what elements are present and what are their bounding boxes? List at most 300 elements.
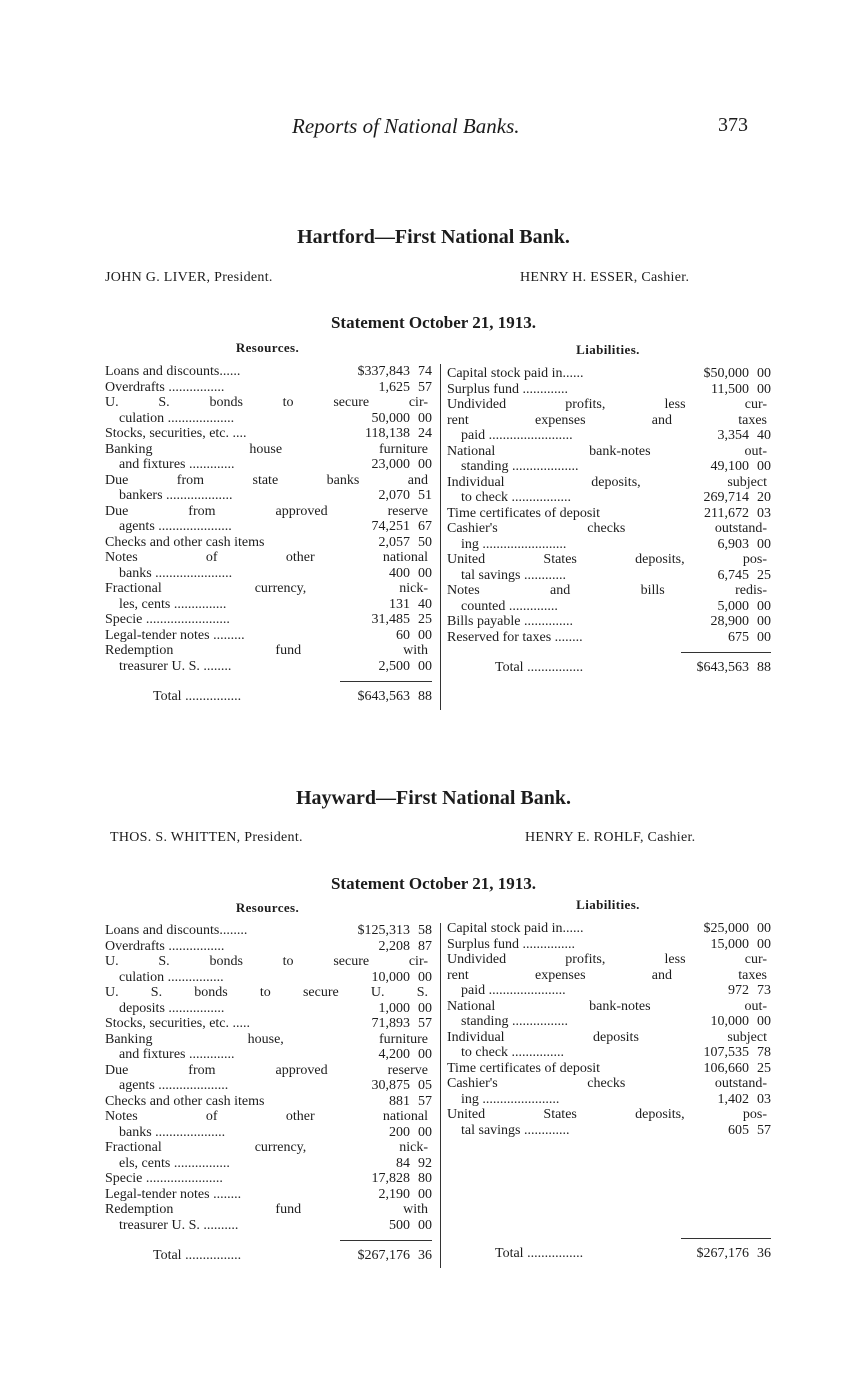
line-item-row <box>105 970 432 986</box>
amount <box>683 630 771 646</box>
line-item-row <box>447 506 771 522</box>
line-item-row <box>105 1202 432 1218</box>
line-item-label: Banking house, furniture <box>105 1031 428 1047</box>
amount-cents: 00 <box>418 565 432 581</box>
resources-heading: Resources. <box>235 900 300 915</box>
total-label: Total ................ <box>495 1246 584 1261</box>
line-item <box>105 1032 432 1063</box>
amount <box>683 599 771 615</box>
line-item <box>447 366 771 382</box>
line-item-row <box>105 566 432 582</box>
line-item-row <box>447 952 771 968</box>
line-item-label: Stocks, securities, etc. ..... <box>105 1016 251 1031</box>
amount-dollars: 3,354 <box>717 428 749 443</box>
amount-cents: 00 <box>418 410 432 426</box>
amount-cents: 05 <box>418 1078 432 1093</box>
line-item-row <box>105 1171 432 1187</box>
line-item-label: Undivided profits, less cur- <box>447 397 767 412</box>
line-item-row <box>105 364 432 380</box>
amount-cents: 58 <box>418 923 432 938</box>
amount-cents: 24 <box>418 426 432 441</box>
amount <box>683 428 771 444</box>
line-item <box>105 985 432 1016</box>
line-item-label: Bills payable .............. <box>447 614 573 629</box>
amount <box>342 566 432 582</box>
line-item <box>447 521 771 552</box>
line-item-row <box>447 382 771 398</box>
amount-dollars: $267,176 <box>357 1248 410 1263</box>
amount-dollars: $643,563 <box>357 689 410 704</box>
line-item-row <box>447 552 771 568</box>
amount-cents: 67 <box>418 519 432 534</box>
line-item-label: Individual deposits subject <box>447 1029 767 1045</box>
line-item-label: to check ................. <box>461 490 572 505</box>
amount-dollars: 1,402 <box>717 1091 749 1107</box>
line-item-label: Surplus fund ............... <box>447 936 575 952</box>
amount-dollars: 2,208 <box>378 938 410 954</box>
line-item-row <box>105 519 432 535</box>
total-row <box>105 689 432 705</box>
amount-dollars: 972 <box>728 983 749 998</box>
line-item-label: treasurer U. S. ........ <box>119 658 232 674</box>
amount-dollars: $337,843 <box>357 364 410 379</box>
line-item-row <box>105 1016 432 1032</box>
line-item-label: standing ................ <box>461 1014 568 1029</box>
amount-cents: 25 <box>418 612 432 627</box>
line-item-label: counted .............. <box>461 598 558 614</box>
line-item <box>105 1109 432 1140</box>
amount <box>683 1061 771 1077</box>
amount-dollars: 200 <box>389 1124 410 1140</box>
line-item-label: Due from state banks and <box>105 472 428 488</box>
liabilities-column <box>447 366 771 676</box>
amount <box>683 382 771 398</box>
line-item-row <box>105 659 432 675</box>
line-item-label: United States deposits, pos- <box>447 552 767 567</box>
line-item-label: Specie ........................ <box>105 612 230 627</box>
line-item-row <box>447 537 771 553</box>
line-item-row <box>105 1109 432 1125</box>
line-item <box>447 444 771 475</box>
line-item-label: paid ...................... <box>461 983 566 998</box>
amount-dollars: $643,563 <box>696 660 749 675</box>
line-item-row <box>447 568 771 584</box>
line-item <box>447 952 771 999</box>
line-item-row <box>105 535 432 551</box>
line-item-label: tal savings ............. <box>461 1122 570 1138</box>
line-item-row <box>105 581 432 597</box>
line-item <box>105 954 432 985</box>
line-item <box>447 475 771 506</box>
amount-dollars: 500 <box>389 1217 410 1233</box>
spacer <box>447 1185 771 1201</box>
cashier-name: HENRY H. ESSER, Cashier. <box>520 270 690 285</box>
line-item-row <box>105 612 432 628</box>
amount-cents: 00 <box>418 1217 432 1233</box>
line-item-label: Redemption fund with <box>105 643 428 658</box>
line-item-label: Notes and bills redis- <box>447 583 767 598</box>
line-item <box>447 397 771 444</box>
amount <box>342 1001 432 1017</box>
page-number: 373 <box>718 114 748 136</box>
amount-cents: 00 <box>418 1124 432 1140</box>
amount <box>683 568 771 584</box>
amount-dollars: 15,000 <box>710 936 749 952</box>
amount-dollars: 84 <box>396 1155 410 1171</box>
line-item-label: Loans and discounts........ <box>105 923 248 938</box>
line-item <box>105 612 432 628</box>
line-item <box>105 1094 432 1110</box>
statement-date: Statement October 21, 1913. <box>330 313 537 332</box>
amount-dollars: 2,057 <box>378 534 410 550</box>
amount-dollars: 49,100 <box>710 459 749 474</box>
amount <box>683 614 771 630</box>
line-item-row <box>447 521 771 537</box>
amount-cents: 92 <box>418 1155 432 1171</box>
line-item-row <box>447 444 771 460</box>
amount-dollars: 10,000 <box>710 1014 749 1029</box>
line-item-row <box>447 1045 771 1061</box>
line-item <box>447 552 771 583</box>
line-item-label: and fixtures ............. <box>119 457 235 472</box>
amount <box>683 1014 771 1030</box>
line-item-row <box>105 411 432 427</box>
line-item-label: Banking house furniture <box>105 441 428 457</box>
total-label: Total ................ <box>153 689 242 704</box>
amount-dollars: 71,893 <box>371 1016 410 1031</box>
line-item-label: National bank-notes out- <box>447 443 767 459</box>
line-item-row <box>105 597 432 613</box>
amount <box>683 506 771 522</box>
line-item <box>105 550 432 581</box>
line-item-row <box>447 599 771 615</box>
amount <box>683 459 771 475</box>
line-item-label: Overdrafts ................ <box>105 938 225 954</box>
amount-dollars: 31,485 <box>371 612 410 627</box>
amount-dollars: 118,138 <box>365 426 410 441</box>
line-item-row <box>447 1107 771 1123</box>
column-divider <box>440 923 441 1268</box>
line-item-label: ing ...................... <box>461 1091 560 1107</box>
line-item-label: Reserved for taxes ........ <box>447 629 583 645</box>
line-item-label: culation ................... <box>119 410 235 426</box>
line-item-row <box>105 380 432 396</box>
line-item-label: bankers ................... <box>119 488 233 503</box>
amount-dollars: 605 <box>728 1122 749 1138</box>
line-item-row <box>447 937 771 953</box>
amount <box>342 1125 432 1141</box>
amount-dollars: 2,500 <box>378 658 410 674</box>
total-label: Total ................ <box>495 660 584 675</box>
liabilities-heading: Liabilities. <box>576 342 640 357</box>
line-item-row <box>105 1218 432 1234</box>
amount-dollars: 675 <box>728 629 749 645</box>
amount <box>342 1171 432 1187</box>
line-item-label: Legal-tender notes ........ <box>105 1186 242 1202</box>
line-item <box>105 473 432 504</box>
line-item-row <box>447 1014 771 1030</box>
amount-dollars: 50,000 <box>371 410 410 426</box>
amount <box>342 380 432 396</box>
amount <box>683 937 771 953</box>
line-item-row <box>105 923 432 939</box>
total-rule <box>105 1233 432 1248</box>
line-item <box>447 999 771 1030</box>
amount <box>342 1187 432 1203</box>
amount <box>342 1078 432 1094</box>
amount <box>342 939 432 955</box>
line-item-row <box>105 1094 432 1110</box>
line-item-label: Due from approved reserve <box>105 503 428 519</box>
amount <box>342 923 432 939</box>
amount <box>342 970 432 986</box>
line-item-label: culation ................ <box>119 969 224 985</box>
line-item-row <box>447 459 771 475</box>
amount-cents: 00 <box>418 1000 432 1016</box>
line-item-row <box>447 921 771 937</box>
amount-dollars: 28,900 <box>710 614 749 629</box>
line-item-row <box>447 999 771 1015</box>
amount <box>683 983 771 999</box>
line-item-label: and fixtures ............. <box>119 1047 235 1062</box>
spacer <box>447 1216 771 1232</box>
line-item <box>105 1202 432 1233</box>
line-item-row <box>105 939 432 955</box>
amount <box>683 660 771 676</box>
amount-dollars: 211,672 <box>704 505 749 521</box>
amount-cents: 88 <box>757 660 771 675</box>
line-item-label: Time certificates of deposit <box>447 505 601 521</box>
line-item-label: Capital stock paid in...... <box>447 921 584 936</box>
amount-dollars: 74,251 <box>371 519 410 534</box>
amount-cents: 36 <box>757 1246 771 1261</box>
line-item-label: Stocks, securities, etc. .... <box>105 426 247 441</box>
amount-cents: 88 <box>418 689 432 704</box>
line-item-label: treasurer U. S. .......... <box>119 1217 239 1233</box>
amount-cents: 73 <box>757 983 771 998</box>
line-item-label: National bank-notes out- <box>447 998 767 1014</box>
amount-cents: 00 <box>418 1186 432 1202</box>
line-item-label: banks .................... <box>119 1124 226 1140</box>
amount <box>342 1218 432 1234</box>
amount-cents: 03 <box>757 1091 771 1107</box>
line-item <box>105 395 432 426</box>
line-item-label: U. S. bonds to secure U. S. <box>105 985 428 1000</box>
amount <box>683 1045 771 1061</box>
line-item-row <box>105 1156 432 1172</box>
amount <box>342 1248 432 1264</box>
total-rule <box>447 645 771 660</box>
amount-dollars: $125,313 <box>357 923 410 938</box>
total-rule <box>105 674 432 689</box>
bank-title: Hayward—First National Bank. <box>295 787 572 809</box>
running-title: Reports of National Banks. <box>292 114 520 138</box>
line-item <box>447 614 771 630</box>
line-item <box>105 426 432 442</box>
total-row <box>447 1246 771 1262</box>
line-item-label: Redemption fund with <box>105 1202 428 1217</box>
line-item-row <box>447 475 771 491</box>
line-item-label: les, cents ............... <box>119 596 227 612</box>
line-item-row <box>105 954 432 970</box>
amount-dollars: 6,745 <box>717 567 749 583</box>
line-item-label: Notes of other national <box>105 550 428 565</box>
line-item-label: to check ............... <box>461 1045 565 1060</box>
amount <box>683 1246 771 1262</box>
line-item <box>447 1076 771 1107</box>
line-item-label: Time certificates of deposit <box>447 1060 601 1076</box>
amount <box>342 364 432 380</box>
line-item-row <box>105 550 432 566</box>
line-item-row <box>447 583 771 599</box>
line-item-row <box>105 1078 432 1094</box>
amount-cents: 25 <box>757 1060 771 1076</box>
line-item <box>447 1107 771 1138</box>
line-item-row <box>105 504 432 520</box>
line-item-row <box>447 983 771 999</box>
line-item-row <box>105 1047 432 1063</box>
line-item-row <box>105 395 432 411</box>
line-item-row <box>447 428 771 444</box>
amount-cents: 51 <box>418 488 432 503</box>
amount-dollars: 10,000 <box>371 969 410 985</box>
line-item <box>105 504 432 535</box>
line-item-row <box>447 614 771 630</box>
line-item-label: agents ..................... <box>119 519 232 534</box>
line-item-row <box>105 628 432 644</box>
total-row <box>105 1248 432 1264</box>
line-item <box>105 364 432 380</box>
total-row <box>447 660 771 676</box>
line-item <box>105 581 432 612</box>
amount-cents: 57 <box>418 1093 432 1109</box>
amount <box>342 457 432 473</box>
line-item <box>105 643 432 674</box>
amount-cents: 00 <box>418 969 432 985</box>
line-item-row <box>105 457 432 473</box>
line-item-label: Fractional currency, nick- <box>105 1140 428 1155</box>
line-item-row <box>105 1125 432 1141</box>
amount-cents: 74 <box>418 364 432 379</box>
line-item-row <box>447 397 771 413</box>
amount <box>342 426 432 442</box>
line-item-label: Cashier's checks outstand- <box>447 1076 767 1091</box>
amount-cents: 00 <box>757 366 771 381</box>
amount-dollars: 60 <box>396 627 410 643</box>
line-item-row <box>447 366 771 382</box>
line-item-row <box>105 488 432 504</box>
amount-cents: 87 <box>418 938 432 954</box>
amount <box>342 1094 432 1110</box>
line-item <box>447 921 771 937</box>
amount-cents: 00 <box>757 629 771 645</box>
amount-cents: 00 <box>418 1047 432 1062</box>
column-divider <box>440 364 441 710</box>
amount <box>342 488 432 504</box>
amount <box>683 490 771 506</box>
amount-dollars: 11,500 <box>711 381 749 397</box>
amount <box>342 659 432 675</box>
amount-cents: 57 <box>418 1016 432 1031</box>
amount <box>342 1016 432 1032</box>
line-item <box>105 1187 432 1203</box>
line-item-row <box>105 1187 432 1203</box>
amount-dollars: 1,625 <box>378 379 410 395</box>
amount <box>342 1156 432 1172</box>
amount-cents: 20 <box>757 490 771 505</box>
line-item-label: paid ........................ <box>461 428 573 443</box>
resources-column <box>105 364 432 705</box>
amount <box>342 628 432 644</box>
amount-cents: 57 <box>418 379 432 395</box>
amount-dollars: 4,200 <box>378 1047 410 1062</box>
amount-dollars: 2,070 <box>378 488 410 503</box>
line-item-label: Cashier's checks outstand- <box>447 521 767 536</box>
line-item-label: deposits ................ <box>119 1000 225 1016</box>
line-item <box>105 939 432 955</box>
amount-cents: 78 <box>757 1045 771 1060</box>
line-item <box>105 1140 432 1171</box>
line-item-label: Loans and discounts...... <box>105 364 241 379</box>
amount-dollars: 106,660 <box>703 1060 749 1076</box>
line-item-row <box>447 968 771 984</box>
liabilities-column <box>447 921 771 1262</box>
line-item-row <box>447 490 771 506</box>
amount-dollars: 131 <box>389 596 410 612</box>
amount-cents: 00 <box>757 536 771 552</box>
bank-title: Hartford—First National Bank. <box>297 226 570 248</box>
line-item-label: Surplus fund ............. <box>447 381 568 397</box>
amount-dollars: 881 <box>389 1093 410 1109</box>
line-item-row <box>447 1123 771 1139</box>
amount-cents: 25 <box>757 567 771 583</box>
amount-cents: 50 <box>418 534 432 550</box>
line-item <box>105 535 432 551</box>
line-item-label: Notes of other national <box>105 1109 428 1124</box>
line-item <box>447 382 771 398</box>
amount <box>683 921 771 937</box>
amount <box>342 1047 432 1063</box>
line-item <box>447 1061 771 1077</box>
liabilities-heading: Liabilities. <box>576 897 640 912</box>
amount-cents: 00 <box>757 598 771 614</box>
total-label: Total ................ <box>153 1248 242 1263</box>
amount-dollars: 400 <box>389 565 410 581</box>
amount-cents: 00 <box>418 627 432 643</box>
line-item <box>447 583 771 614</box>
line-item <box>105 628 432 644</box>
line-item <box>105 1016 432 1032</box>
line-item-label: Due from approved reserve <box>105 1062 428 1078</box>
amount-dollars: 2,190 <box>378 1186 410 1202</box>
line-item-label: rent expenses and taxes <box>447 412 767 428</box>
amount-cents: 57 <box>757 1122 771 1138</box>
amount-dollars: 30,875 <box>371 1078 410 1093</box>
line-item-label: ing ........................ <box>461 536 567 552</box>
line-item <box>105 1171 432 1187</box>
amount-cents: 03 <box>757 505 771 521</box>
spacer <box>447 1169 771 1185</box>
line-item-label: rent expenses and taxes <box>447 967 767 983</box>
amount <box>683 366 771 382</box>
amount <box>683 1092 771 1108</box>
line-item-label: Checks and other cash items <box>105 1093 265 1109</box>
amount <box>342 597 432 613</box>
amount <box>342 411 432 427</box>
line-item-label: agents .................... <box>119 1078 229 1093</box>
line-item <box>105 442 432 473</box>
line-item-row <box>447 1030 771 1046</box>
